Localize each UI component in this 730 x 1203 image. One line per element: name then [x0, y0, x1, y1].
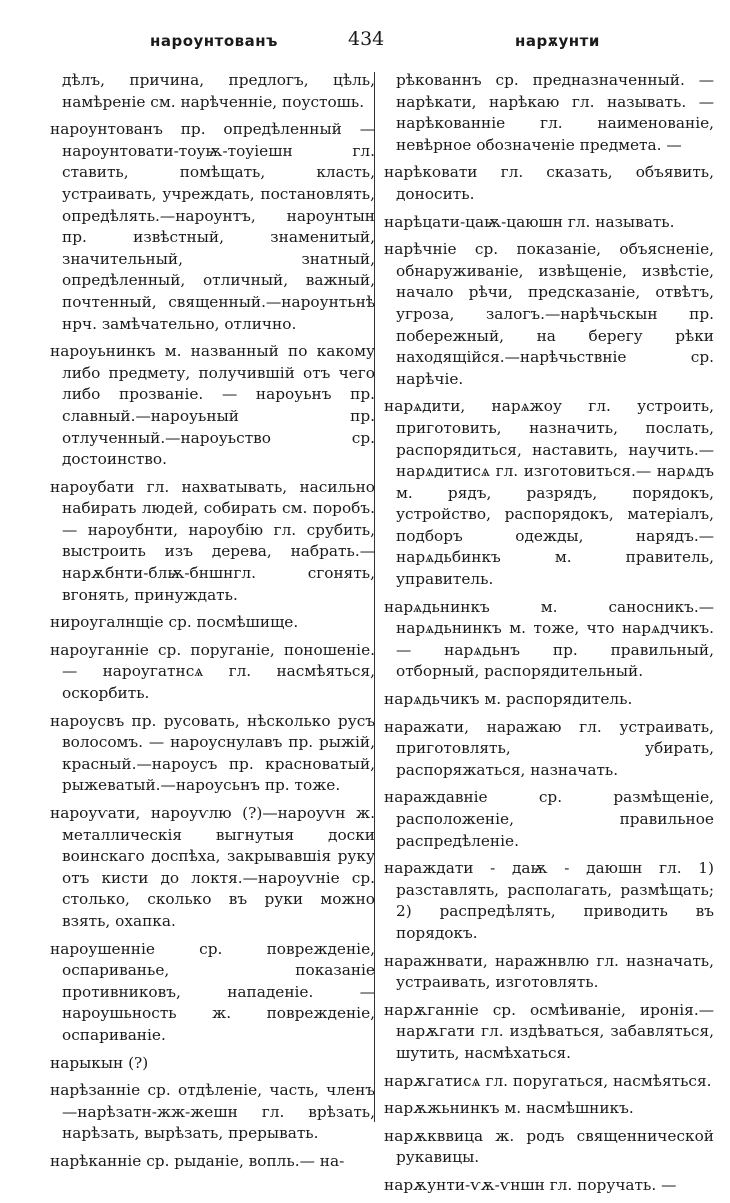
dictionary-entry: наражнвати, наражнвлю гл. назначать, устраивать, изготовлять. — [384, 951, 714, 992]
dictionary-entry: нараждавніе ср. размѣщеніе, расположеніе, правильное распредѣленіе. — [384, 788, 714, 850]
dictionary-entry: нарѫгатисѧ гл. поругаться, насмѣяться. — [384, 1071, 712, 1090]
right-column — [384, 70, 714, 1203]
dictionary-entry: нарѧдьнинкъ м. саносникъ.—нарѧдьнинкъ м. тоже, что нарѧдчикъ. — нарѧдьнъ пр. правильный, отборный, распорядительный. — [384, 597, 714, 681]
dictionary-entry: нарѫганніе ср. осмѣиваніе, иронія.— нарѫгати гл. издѣваться, забавляться, шутить, насмѣхаться. — [384, 1000, 714, 1062]
dictionary-entry: нарѣканніе ср. рыданіе, вопль.— на- — [50, 1151, 345, 1170]
dictionary-entry: наражати, наражаю гл. устраивать, приготовлять, убирать, распоряжаться, назначать. — [384, 717, 714, 779]
dictionary-entry: нарыкын (?) — [50, 1053, 149, 1072]
dictionary-entry: нарѫунти-ѵѫ-ѵншн гл. поручать. — — [384, 1175, 677, 1194]
dictionary-entry: нарѫкввица ж. родъ священнической рукавицы. — [384, 1126, 714, 1167]
dictionary-entry: дѣлъ, причина, предлогъ, цѣль, намѣреніе см. нарѣченніе, поустошь. — [62, 71, 375, 111]
page-header — [0, 28, 730, 64]
dictionary-entry: нарѣцати-цаѭ-цаюшн гл. называть. — [384, 212, 675, 231]
dictionary-entry: нарѧдьчикъ м. распорядитель. — [384, 690, 633, 709]
dictionary-entry: нарѣчніе ср. показаніе, объясненіе, обнаруживаніе, извѣщеніе, извѣстіе, начало рѣчи, предсказаніе, отвѣтъ, угроза, залогъ.—нарѣчьскын пр. побережный, на берегу рѣки находящійся.—нарѣчьствніе ср. нарѣчіе. — [384, 240, 714, 388]
running-headword-right: нарѫунти — [515, 32, 600, 50]
dictionary-entry: нарѧдити, нарѧжоу гл. устроить, приготовить, назначить, послать, распорядиться, наставить, научить.— нарѧдитисѧ гл. изготовиться.— нарѧдъ м. рядъ, разрядъ, порядокъ, устройство, распорядокъ, матеріалъ, подборъ одежды, нарядъ.—нарѧдьбинкъ м. правитель, управитель. — [384, 397, 714, 589]
dictionary-entry: нароубати гл. нахватывать, насильно набирать людей, собирать см. поробъ. — нароубнти, нароубію гл. срубить, выстроить изъ дерева, набрать.—нарѫбнти-блѭ-бншнгл. сгонять, вгонять, принуждать. — [50, 477, 375, 604]
dictionary-entry: нироугалнщіе ср. посмѣшище. — [50, 613, 299, 632]
dictionary-entry: нарѣковати гл. сказать, объявить, доносить. — [384, 163, 714, 203]
dictionary-entry: рѣкованнъ ср. предназначенный. —нарѣкати, нарѣкаю гл. называть. — нарѣкованніе гл. наименованіе, невѣрное обозначеніе предмета. — — [396, 71, 714, 154]
dictionary-entry: нароусвъ пр. русовать, нѣсколько русъ волосомъ. — нароуснулавъ пр. рыжій, красный.—нароусъ пр. красноватый, рыжеватый.—нароусьнъ пр. тоже. — [50, 711, 375, 795]
dictionary-entry: нароуганніе ср. поруганіе, поношеніе. — нароугатнсѧ гл. насмѣяться, оскорбить. — [50, 640, 375, 703]
dictionary-entry: нарѣзанніе ср. отдѣленіе, часть, членъ—нарѣзатн-жж-жешн гл. врѣзать, нарѣзать, вырѣзать, прерывать. — [50, 1081, 375, 1143]
dictionary-entry: нароунтованъ пр. опредѣленный — нароунтовати-тоуѭ-тоуіешн гл. ставить, помѣщать, класть, устраивать, учреждать, постановлять, опредѣлять.—нароунтъ, нароунтын пр. извѣстный, знаменитый, значительный, знатный, опредѣленный, отличный, важный, почтенный, священный.—нароунтьнѣ нрч. замѣчательно, отлично. — [50, 120, 375, 333]
left-column — [50, 70, 375, 1179]
dictionary-entry: нароуѵати, нароуѵлю (?)—нароуѵн ж. металлическія выгнутыя доски воинскаго доспѣха, закрывавшія руку отъ кисти до локтя.—нароуѵніе ср. столько, сколько въ руки можно взять, охапка. — [50, 804, 375, 930]
dictionary-entry: нарѫжьнинкъ м. насмѣшникъ. — [384, 1099, 634, 1118]
page-number: 434 — [348, 28, 385, 50]
dictionary-entry: нараждати - даѭ - даюшн гл. 1) разставлять, располагать, размѣщать; 2) распредѣлять, приводить въ порядокъ. — [384, 859, 714, 942]
dictionary-entry: нароуьнинкъ м. названный по какому либо предмету, получившій отъ чего либо прозваніе. — нароуьнъ пр. славный.—нароуьный пр. отлученный.—нароуьство ср. достоинство. — [50, 342, 375, 469]
running-headword-left: нароунтованъ — [150, 32, 278, 50]
dictionary-entry: нароушенніе ср. поврежденіе, оспариванье, показаніе противниковъ, нападеніе. — нароушьность ж. поврежденіе, оспариваніе. — [50, 939, 375, 1044]
